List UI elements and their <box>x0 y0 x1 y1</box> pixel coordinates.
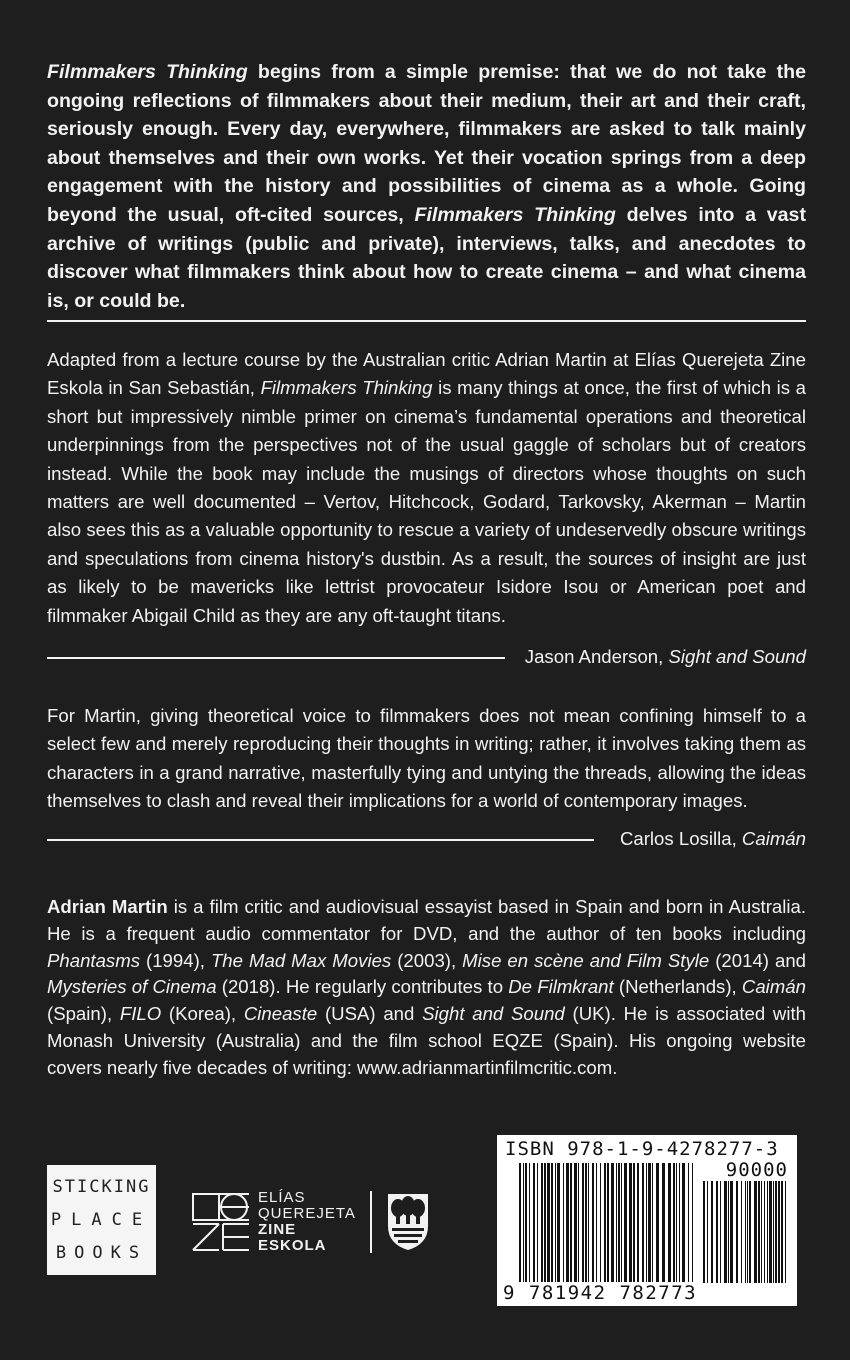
critic-name: Carlos Losilla, <box>619 828 742 849</box>
book-title: Mise en scène and Film Style <box>462 949 710 971</box>
bio-text: (Netherlands), <box>613 976 742 998</box>
barcode-bar <box>555 1163 556 1283</box>
bio-text: (1994), <box>140 949 211 971</box>
barcode-bar <box>736 1181 738 1283</box>
barcode-bar <box>692 1163 693 1283</box>
quote-text: is many things at once, the first of which is a short but impressively nimble primer on cinema’s fundamental operations and theoretical underpinnings from the perspectives not of the usual gaggle of scholars but of creators instead. While the book may include the musings of directors whose thoughts on such matters are well documented – Vertov, Hitchcock, Godard, Tarkovsky, Akerman – Martin also sees this as a valuable opportunity to rescue a variety of undeservedly obscure writings and speculations from cinema history's dustbin. As a result, the sources of insight are just as likely to be mavericks like lettrist provocateur Isidore Isou or American poet and filmmaker Abigail Child as they are any oft-taught titans. <box>47 377 806 626</box>
barcode-bar <box>785 1181 786 1283</box>
quote-text: Adapted from a lecture course by the Australian critic Adrian Martin at Elías Querejeta Zine Eskola in San Sebastián, <box>47 349 806 399</box>
barcode-bar <box>629 1163 632 1283</box>
barcode-bar <box>519 1163 521 1283</box>
basque-government-emblem-icon <box>386 1192 430 1252</box>
eqze-wordmark <box>258 1190 356 1254</box>
barcode-bar <box>679 1163 680 1283</box>
barcode-bar <box>551 1163 553 1283</box>
barcode-bar <box>707 1181 708 1283</box>
barcode-bar <box>778 1181 780 1283</box>
logo-text: ESKOLA <box>258 1237 327 1254</box>
barcode-bar <box>570 1163 572 1283</box>
barcode-bar <box>676 1163 677 1283</box>
barcode-bars <box>497 1135 797 1306</box>
barcode-bar <box>607 1163 609 1283</box>
book-title: Filmmakers Thinking <box>47 61 248 83</box>
barcode-bar <box>578 1163 579 1283</box>
barcode-bar <box>764 1181 765 1283</box>
barcode-bar <box>682 1163 685 1283</box>
barcode-bar <box>592 1163 594 1283</box>
barcode-bar <box>767 1181 768 1283</box>
barcode-bar <box>761 1181 762 1283</box>
bio-text: (2018). He regularly contributes to <box>216 976 509 998</box>
barcode-bar <box>541 1163 543 1283</box>
barcode-bar <box>544 1163 546 1283</box>
attribution-rule <box>47 839 594 841</box>
author-name: Adrian Martin <box>47 896 168 917</box>
book-title: Mysteries of Cinema <box>47 976 217 998</box>
publication-name: FILO <box>119 1003 162 1025</box>
barcode-digits: 9 781942 782773 <box>503 1282 698 1304</box>
author-bio <box>47 894 806 1082</box>
barcode-bar <box>574 1163 577 1283</box>
barcode-bar <box>525 1163 527 1283</box>
quote-attribution <box>525 646 806 668</box>
critic-name: Jason Anderson, <box>524 646 669 667</box>
divider <box>47 320 806 322</box>
book-title: Filmmakers Thinking <box>260 377 433 399</box>
barcode-bar <box>662 1163 665 1283</box>
attribution-rule <box>47 657 505 659</box>
bio-text: (USA) and <box>317 1003 423 1025</box>
barcode-bar <box>585 1163 587 1283</box>
barcode-bar <box>646 1163 647 1283</box>
barcode-bar <box>720 1181 721 1283</box>
barcode-bar <box>557 1163 560 1283</box>
barcode-bar <box>523 1163 524 1283</box>
logo-text: ELÍAS <box>258 1189 306 1206</box>
logo-text: STICKING <box>52 1177 151 1198</box>
barcode-bar <box>624 1163 627 1283</box>
barcode-bar <box>604 1163 606 1283</box>
bio-text: (2014) and <box>709 949 807 971</box>
logo-separator <box>370 1191 372 1253</box>
bio-text: (Korea), <box>161 1003 244 1025</box>
barcode-bar <box>775 1181 777 1283</box>
barcode-bar <box>747 1181 748 1283</box>
barcode-bar <box>688 1163 689 1283</box>
publication-name: Sight and Sound <box>422 1003 565 1025</box>
barcode-bar <box>596 1163 597 1283</box>
publication-name: Caimán <box>741 976 806 998</box>
barcode-bar <box>611 1163 614 1283</box>
barcode-bar <box>673 1163 675 1283</box>
barcode-bar <box>642 1163 644 1283</box>
back-cover-blurb <box>47 58 806 315</box>
barcode-bar <box>582 1163 584 1283</box>
quote-text: For Martin, giving theoretical voice to filmmakers does not mean confining himself to a select few and merely reproducing their thoughts in writing; rather, it involves taking them as characters in a grand narrative, masterfully tying and untying the threads, allowing the ideas themselves to clash and reveal their implications for a world of contemporary images. <box>47 705 806 812</box>
logo-text: PLACE <box>50 1209 153 1230</box>
review-quote-1 <box>47 346 806 630</box>
barcode-bar <box>749 1181 751 1283</box>
book-title: The Mad Max Movies <box>210 949 392 971</box>
barcode-bar <box>566 1163 569 1283</box>
isbn-number: ISBN 978-1-9-4278277-3 <box>505 1138 779 1160</box>
eqze-mark-icon <box>192 1193 250 1251</box>
isbn-barcode <box>497 1135 797 1306</box>
barcode-bar <box>648 1163 651 1283</box>
barcode-bar <box>711 1181 713 1283</box>
blurb-text: delves into a vast archive of writings (public and private), interviews, talks, and anecdotes to discover what filmmakers think about how to create cinema – and what cinema is, or could be. <box>47 203 806 312</box>
barcode-bar <box>616 1163 617 1283</box>
barcode-bar <box>773 1181 774 1283</box>
barcode-bar <box>728 1181 729 1283</box>
barcode-bar <box>741 1181 742 1283</box>
sticking-place-books-logo <box>47 1165 156 1275</box>
barcode-bar <box>537 1163 538 1283</box>
bio-text: (UK). He is associated with Monash University (Australia) and the film school EQZE (Spain). His ongoing website covers nearly five decades of writing: www.adrianmartinfilmcritic.com. <box>47 1003 807 1078</box>
logo-text: QUEREJETA <box>258 1205 356 1222</box>
eqze-logo <box>192 1190 430 1254</box>
barcode-bar <box>745 1181 746 1283</box>
barcode-bar <box>621 1163 622 1283</box>
barcode-bar <box>668 1163 671 1283</box>
barcode-bar <box>716 1181 718 1283</box>
barcode-bar <box>656 1163 659 1283</box>
barcode-bar <box>588 1163 589 1283</box>
logo-text: ZINE <box>258 1221 297 1238</box>
barcode-bar <box>781 1181 783 1283</box>
barcode-bar <box>637 1163 639 1283</box>
bio-text: (2003), <box>391 949 463 971</box>
barcode-bar <box>730 1181 733 1283</box>
quote-attribution <box>620 828 806 850</box>
bio-text: is a film critic and audiovisual essayist based in Spain and born in Australia. He is a frequent audio commentator for DVD, and the author of ten books including <box>47 896 806 944</box>
barcode-bar <box>754 1181 757 1283</box>
publication-name: De Filmkrant <box>508 976 614 998</box>
barcode-bar <box>769 1181 772 1283</box>
barcode-bar <box>618 1163 620 1283</box>
blurb-text: begins from a simple premise: that we do not take the ongoing reflections of filmmakers about their medium, their art and their craft, seriously enough. Every day, everywhere, filmmakers are asked to talk mainly about themselves and their own works. Yet their vocation springs from a deep engagement with the history and possibilities of cinema as a whole. Going beyond the usual, oft-cited sources, <box>47 61 806 226</box>
barcode-bar <box>563 1163 564 1283</box>
book-title: Phantasms <box>47 949 141 971</box>
barcode-bar <box>758 1181 760 1283</box>
book-title: Filmmakers Thinking <box>414 203 616 226</box>
barcode-bar <box>529 1163 530 1283</box>
barcode-bar <box>724 1181 727 1283</box>
review-quote-2 <box>47 702 806 816</box>
barcode-bar <box>633 1163 635 1283</box>
barcode-bar <box>600 1163 601 1283</box>
publication-name: Caimán <box>741 828 806 849</box>
barcode-bar <box>533 1163 535 1283</box>
logo-text: BOOKS <box>55 1242 148 1263</box>
barcode-bar <box>547 1163 550 1283</box>
barcode-bar <box>652 1163 653 1283</box>
bio-text: (Spain), <box>47 1003 120 1025</box>
price-code: 90000 <box>725 1159 788 1181</box>
publication-name: Sight and Sound <box>668 646 806 667</box>
publication-name: Cineaste <box>243 1003 318 1025</box>
barcode-bar <box>703 1181 705 1283</box>
